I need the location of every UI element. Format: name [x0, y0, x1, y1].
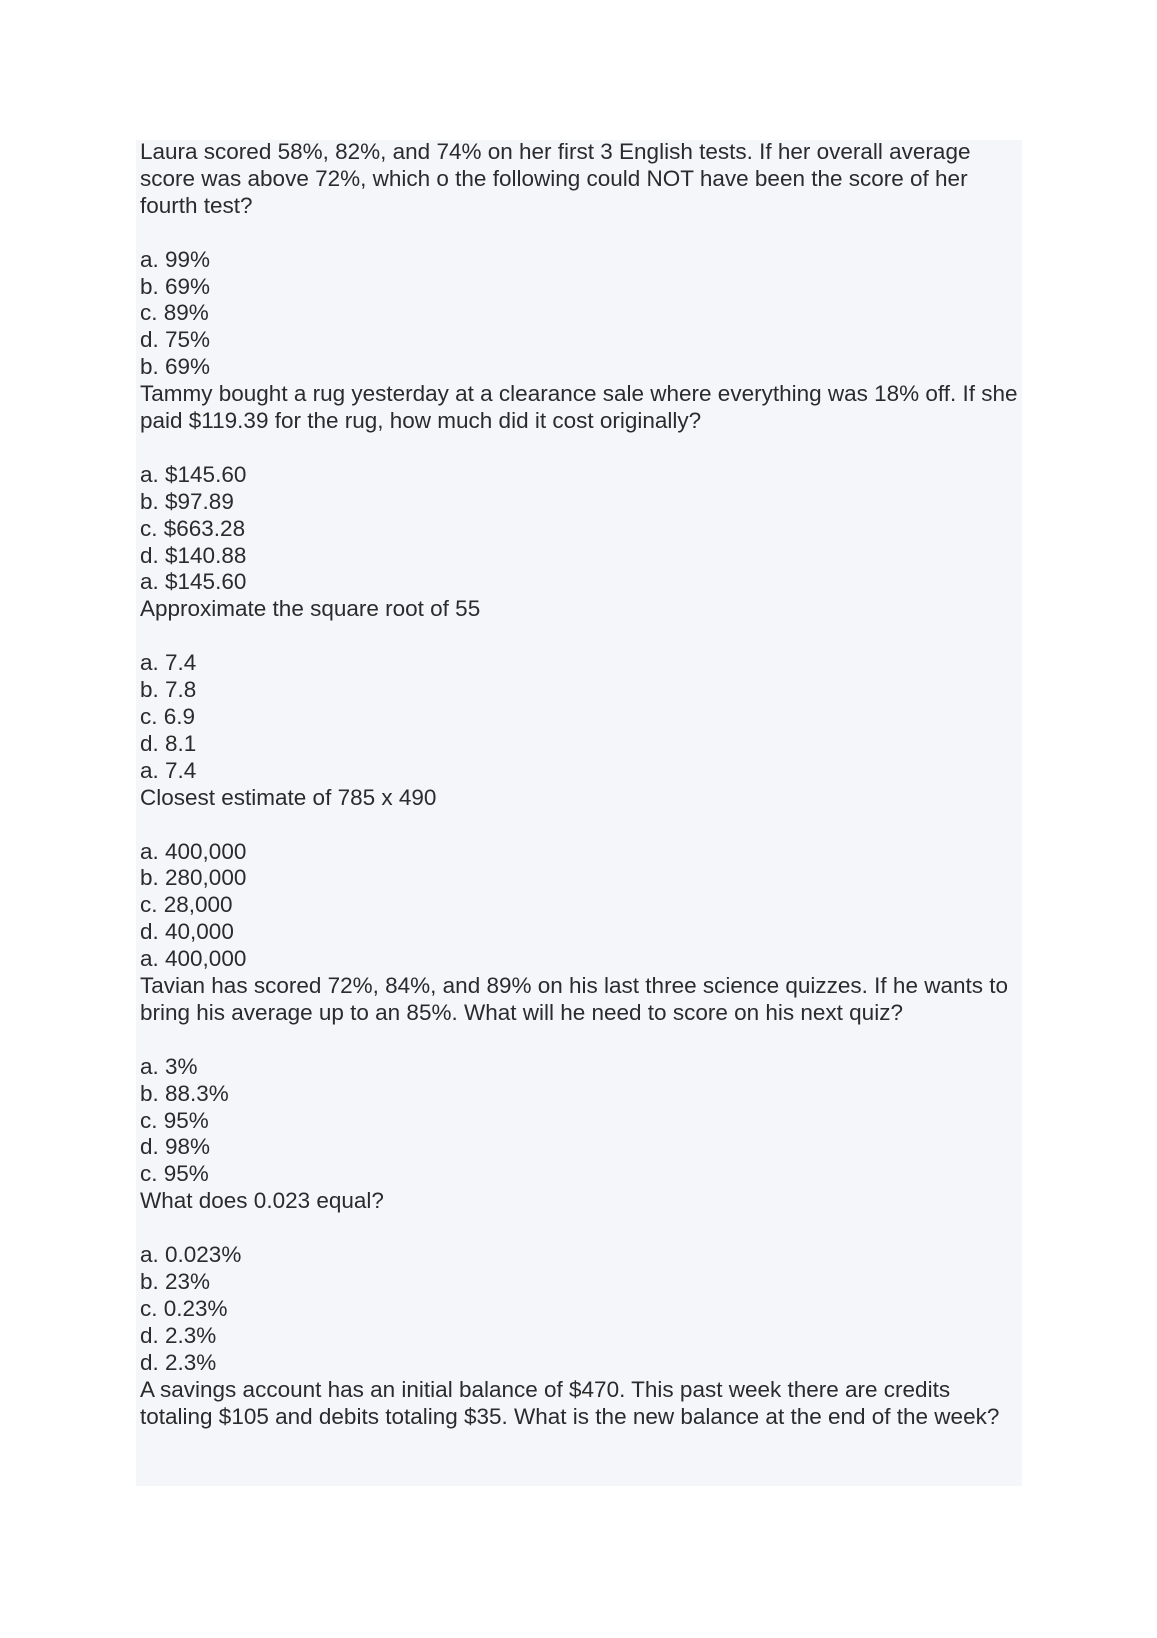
- question-text: Closest estimate of 785 x 490: [140, 784, 437, 810]
- question-block: [140, 139, 1020, 381]
- answer-line: a. $145.60: [140, 569, 247, 595]
- answer-line: c. 95%: [140, 1161, 209, 1187]
- option-c: c. 6.9: [140, 703, 196, 729]
- document-content: [140, 139, 1020, 1430]
- option-b: b. 280,000: [140, 865, 247, 891]
- answer-line: a. 7.4: [140, 757, 197, 783]
- question-block: [140, 596, 1020, 784]
- spacer: [140, 220, 1020, 247]
- question-block: [140, 1188, 1020, 1376]
- question-text: Laura scored 58%, 82%, and 74% on her first 3 English tests. If her overall average score was above 72%, which o the following could NOT have been the score of her fourth test?: [140, 139, 971, 218]
- option-b: b. 23%: [140, 1268, 211, 1294]
- option-a: a. 3%: [140, 1053, 198, 1079]
- question-block: [140, 785, 1020, 973]
- option-c: c. 28,000: [140, 892, 233, 918]
- question-text: What does 0.023 equal?: [140, 1188, 384, 1214]
- answer-line: a. 400,000: [140, 946, 247, 972]
- question-text: Tavian has scored 72%, 84%, and 89% on his last three science quizzes. If he wants to bring his average up to an 85%. What will he need to score on his next quiz?: [140, 973, 1008, 1025]
- question-text: Tammy bought a rug yesterday at a clearance sale where everything was 18% off. If she paid $119.39 for the rug, how much did it cost originally?: [140, 381, 1018, 434]
- option-a: a. 0.023%: [140, 1242, 242, 1268]
- option-d: d. 8.1: [140, 730, 197, 756]
- option-d: d. $140.88: [140, 542, 247, 568]
- option-a: a. 99%: [140, 246, 211, 272]
- option-b: b. 7.8: [140, 677, 197, 703]
- option-c: c. $663.28: [140, 515, 246, 541]
- option-d: d. 40,000: [140, 919, 234, 945]
- option-c: c. 89%: [140, 300, 209, 326]
- spacer: [140, 1215, 1020, 1242]
- option-a: a. $145.60: [140, 461, 247, 487]
- option-b: b. 88.3%: [140, 1080, 229, 1106]
- option-a: a. 400,000: [140, 838, 247, 864]
- spacer: [140, 435, 1020, 462]
- option-b: b. 69%: [140, 273, 211, 299]
- question-text: Approximate the square root of 55: [140, 596, 481, 622]
- option-b: b. $97.89: [140, 488, 234, 514]
- option-c: c. 0.23%: [140, 1295, 228, 1321]
- question-block: [140, 1377, 1020, 1431]
- option-d: d. 98%: [140, 1134, 211, 1160]
- question-text: A savings account has an initial balance of $470. This past week there are credits totaling $105 and debits totaling $35. What is the new balance at the end of the week?: [140, 1376, 1000, 1429]
- option-c: c. 95%: [140, 1107, 209, 1133]
- spacer: [140, 1027, 1020, 1054]
- question-block: [140, 381, 1020, 596]
- spacer: [140, 812, 1020, 839]
- option-d: d. 2.3%: [140, 1322, 217, 1348]
- answer-line: b. 69%: [140, 354, 211, 380]
- spacer: [140, 623, 1020, 650]
- question-block: [140, 973, 1020, 1188]
- option-a: a. 7.4: [140, 650, 197, 676]
- option-d: d. 75%: [140, 327, 211, 353]
- answer-line: d. 2.3%: [140, 1349, 217, 1375]
